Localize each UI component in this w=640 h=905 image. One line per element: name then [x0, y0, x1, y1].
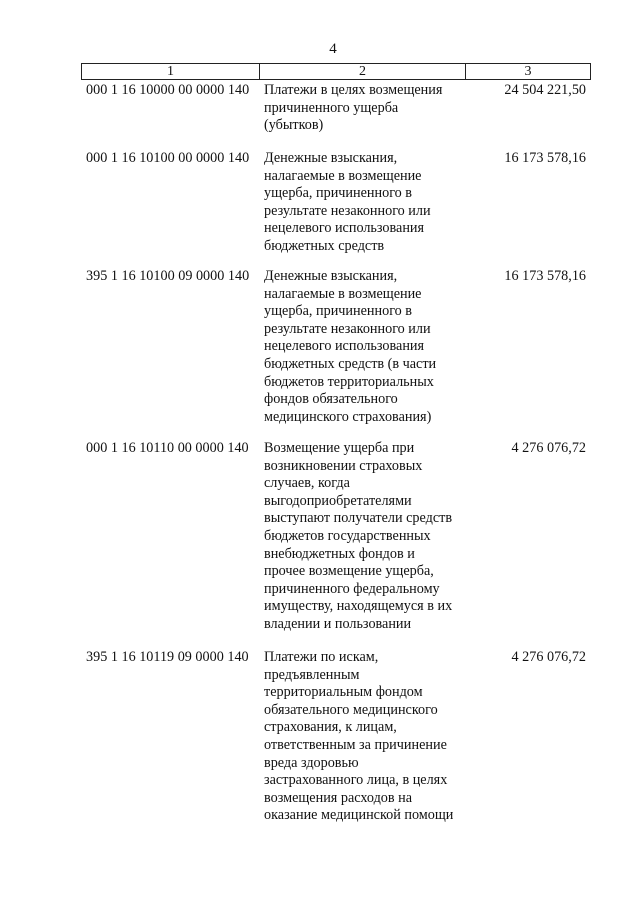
description-line: Платежи в целях возмещения	[264, 82, 443, 98]
description-line: бюджетов государственных	[264, 527, 431, 544]
description-line: результате незаконного или	[264, 202, 431, 219]
description-line: ответственным за причинение	[264, 736, 447, 753]
description-line: предъявленным	[264, 666, 360, 683]
description-line: вреда здоровью	[264, 754, 359, 771]
description-line: выступают получатели средств	[264, 510, 453, 527]
description-line: страхования, к лицам,	[264, 719, 397, 736]
description-line: налагаемые в возмещение	[264, 285, 422, 302]
row-description	[264, 649, 474, 825]
description-line: Возмещение ущерба при	[264, 440, 415, 456]
description-line: результате незаконного или	[264, 320, 431, 337]
row-description	[264, 82, 474, 135]
description-line: имуществу, находящемуся в их	[264, 598, 453, 615]
description-line: (убытков)	[264, 117, 324, 134]
budget-code: 395 1 16 10119 09 0000 140	[86, 649, 249, 665]
description-line: бюджетных средств	[264, 237, 385, 254]
column-header-1: 1	[82, 64, 260, 79]
description-line: застрахованного лица, в целях	[264, 772, 448, 789]
row-amount: 16 173 578,16	[504, 268, 586, 284]
column-header-3: 3	[524, 64, 532, 79]
table-header	[81, 63, 591, 80]
description-line: бюджетов территориальных	[264, 373, 434, 390]
row-description	[264, 150, 474, 256]
description-line: Платежи по искам,	[264, 649, 379, 665]
description-line: выгодоприобретателями	[264, 492, 412, 509]
description-line: причиненного федеральному	[264, 580, 440, 597]
budget-code: 000 1 16 10000 00 0000 140	[86, 82, 250, 98]
row-amount: 4 276 076,72	[511, 649, 586, 665]
row-description	[264, 440, 474, 634]
description-line: ущерба, причиненного в	[264, 303, 412, 320]
description-line: оказание медицинской помощи	[264, 807, 454, 824]
description-line: возмещения расходов на	[264, 789, 413, 806]
column-header-2: 2	[260, 64, 466, 79]
description-line: Денежные взыскания,	[264, 150, 398, 166]
row-amount: 16 173 578,16	[504, 150, 586, 166]
description-line: бюджетных средств (в части	[264, 355, 437, 372]
budget-code: 395 1 16 10100 09 0000 140	[86, 268, 250, 284]
page-number: 4	[329, 41, 337, 57]
budget-code: 000 1 16 10100 00 0000 140	[86, 150, 250, 166]
row-amount: 4 276 076,72	[511, 440, 586, 456]
description-line: Денежные взыскания,	[264, 268, 398, 284]
description-line: ущерба, причиненного в	[264, 185, 412, 202]
description-line: обязательного медицинского	[264, 701, 438, 718]
description-line: территориальным фондом	[264, 684, 423, 701]
description-line: случаев, когда	[264, 475, 350, 492]
description-line: нецелевого использования	[264, 220, 425, 237]
description-line: причиненного ущерба	[264, 99, 399, 116]
description-line: прочее возмещение ущерба,	[264, 563, 434, 580]
budget-code: 000 1 16 10110 00 0000 140	[86, 440, 249, 456]
description-line: нецелевого использования	[264, 338, 425, 355]
description-line: возникновении страховых	[264, 457, 423, 474]
row-amount: 24 504 221,50	[504, 82, 586, 98]
description-line: медицинского страхования)	[264, 408, 432, 425]
description-line: владении и пользовании	[264, 615, 412, 632]
description-line: фондов обязательного	[264, 391, 398, 408]
description-line: внебюджетных фондов и	[264, 545, 415, 562]
description-line: налагаемые в возмещение	[264, 167, 422, 184]
row-description	[264, 268, 474, 426]
